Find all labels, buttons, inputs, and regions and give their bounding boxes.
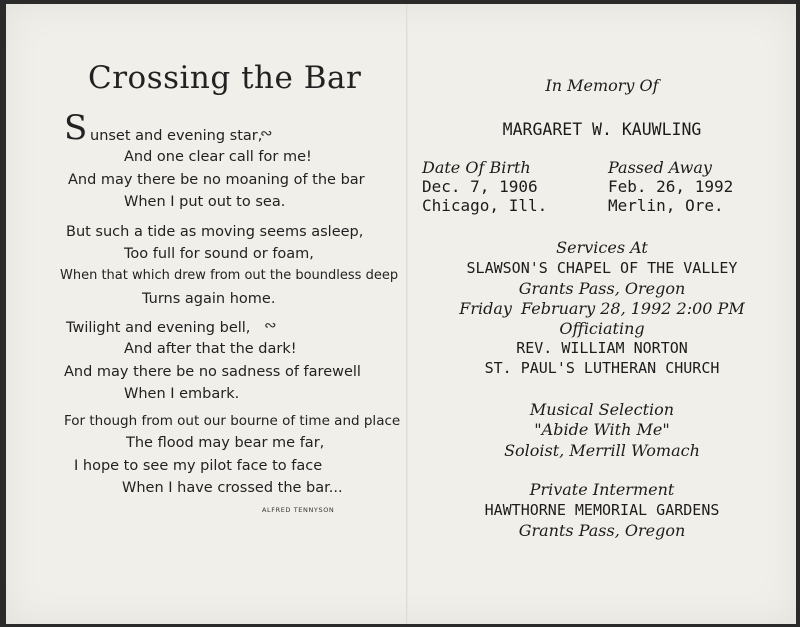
chapel-name: SLAWSON'S CHAPEL OF THE VALLEY xyxy=(466,259,738,277)
interment-label: Private Interment xyxy=(529,480,675,499)
services-date-row xyxy=(408,299,796,318)
death-place: Merlin, Ore. xyxy=(608,196,724,215)
memorial-card xyxy=(6,4,796,624)
flourish-ornament-icon: ∾ xyxy=(264,316,277,334)
birth-column xyxy=(422,158,547,215)
deceased-name: MARGARET W. KAUWLING xyxy=(502,120,702,139)
poem-line: When I have crossed the bar... xyxy=(122,480,343,496)
poem-drop-cap: S xyxy=(64,108,88,148)
poem-title: Crossing the Bar xyxy=(88,60,362,96)
services-city: Grants Pass, Oregon xyxy=(518,279,686,298)
poem-line: And may there be no moaning of the bar xyxy=(68,172,365,188)
poem-line: Turns again home. xyxy=(142,291,276,307)
song-title: "Abide With Me" xyxy=(534,420,670,439)
birth-place: Chicago, Ill. xyxy=(422,196,548,215)
interment-city: Grants Pass, Oregon xyxy=(518,521,686,540)
poem-line: And one clear call for me! xyxy=(124,149,312,165)
poem-line: And after that the dark! xyxy=(124,341,297,357)
birth-label: Date Of Birth xyxy=(422,158,531,177)
memorial-heading: In Memory Of xyxy=(545,76,659,95)
card-fold xyxy=(406,4,408,624)
services-date: February 28, 1992 2:00 PM xyxy=(521,299,745,318)
officiant-name: REV. WILLIAM NORTON xyxy=(516,339,688,357)
music-label: Musical Selection xyxy=(529,400,675,419)
poem-line: When I embark. xyxy=(124,386,240,402)
poem-line: When I put out to sea. xyxy=(124,194,286,210)
church-name: ST. PAUL'S LUTHERAN CHURCH xyxy=(484,359,720,377)
birth-date: Dec. 7, 1906 xyxy=(422,177,538,196)
cemetery-name: HAWTHORNE MEMORIAL GARDENS xyxy=(484,501,720,519)
memorial-panel xyxy=(408,4,796,624)
poem-panel xyxy=(6,4,406,624)
officiating-label: Officiating xyxy=(559,319,645,338)
soloist-name: Soloist, Merrill Womach xyxy=(504,441,700,460)
poem-line: unset and evening star, xyxy=(90,128,263,144)
death-date: Feb. 26, 1992 xyxy=(608,177,734,196)
services-day: Friday xyxy=(459,299,512,318)
death-column xyxy=(608,158,733,215)
poem-line: Too full for sound or foam, xyxy=(124,246,314,262)
poem-line: And may there be no sadness of farewell xyxy=(64,364,361,380)
poem-line: I hope to see my pilot face to face xyxy=(74,458,323,474)
poem-line: Twilight and evening bell, xyxy=(66,320,251,336)
poem-line: The flood may bear me far, xyxy=(126,435,325,451)
services-label: Services At xyxy=(556,238,648,257)
flourish-ornament-icon: ∾ xyxy=(260,124,273,142)
poem-line: When that which drew from out the boundless deep xyxy=(60,268,399,283)
death-label: Passed Away xyxy=(608,158,712,177)
poem-author: ALFRED TENNYSON xyxy=(262,506,335,514)
poem-line: But such a tide as moving seems asleep, xyxy=(66,224,364,240)
poem-line: For though from out our bourne of time and place xyxy=(64,413,401,429)
